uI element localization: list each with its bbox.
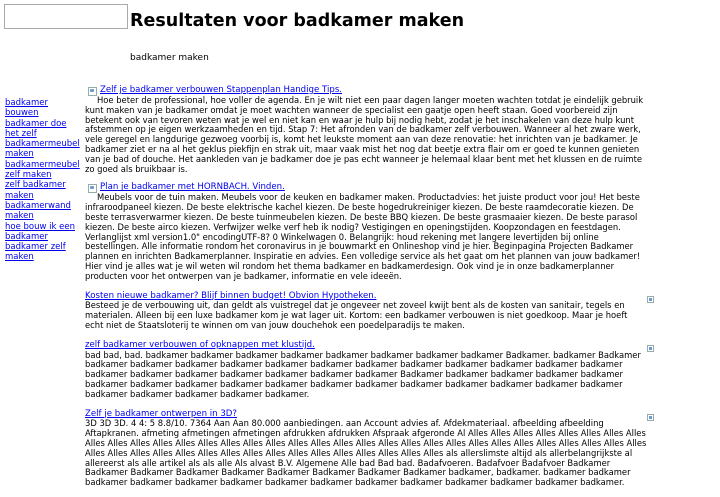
sidebar-link[interactable]: badkamer bouwen xyxy=(5,98,48,119)
broken-image-icon xyxy=(647,296,654,303)
sidebar xyxy=(5,98,83,263)
result-item xyxy=(85,340,648,400)
sidebar-link[interactable]: hoe bouw ik een badkamer xyxy=(5,221,75,242)
sidebar-link[interactable]: badkamer doe het zelf xyxy=(5,118,67,139)
result-title-link[interactable]: Kosten nieuwe badkamer? Blijf binnen budget! Obvion Hypotheken. xyxy=(85,290,377,301)
page-title: Resultaten voor badkamer maken xyxy=(130,11,465,31)
result-snippet: Hoe beter de professional, hoe voller de agenda. En je wilt niet een paar dagen langer moeten wachten totdat je eindelijk gebruik kunt maken van je badkamer omdat je moet wachten wanneer de specialist een gaatje open heeft staan. Goed voorbereid zijn betekent ook van tevoren weten wat je wel en niet kan en waar je hulp bij nodig hebt, zodat je het inschakelen van deze hulp kunt afstemmen op je eigen werkzaamheden en tijd. Stap 7: Het afronden van de badkamer zelf verbouwen. Wanneer al het zware werk, vele geregel en langdurige gezwoeg voorbij is, komt het leukste moment aan van deze renovatie: het inrichten van je badkamer. Je badkamer ziet er na al het geklus piekfijn en strak uit, maar vaak mist het nog dat beetje extra flair om er goed te kunnen genieten van je bad of douche. Het aankleden van je badkamer doe je pas echt wanneer je helemaal klaar bent met het klussen en de ruimte zo goed als bruikbaar is. xyxy=(85,95,644,174)
result-item xyxy=(85,183,648,281)
result-item xyxy=(85,86,648,174)
result-title-link[interactable]: Zelf je badkamer verbouwen Stappenplan Handige Tips. xyxy=(100,85,343,95)
broken-image-icon xyxy=(647,414,654,421)
sidebar-link[interactable]: badkamerwand maken xyxy=(5,200,71,222)
search-query-text: badkamer maken xyxy=(130,53,209,63)
sidebar-link[interactable]: badkamer zelf maken xyxy=(5,242,66,263)
broken-image-icon xyxy=(88,87,97,96)
result-snippet: bad bad, bad. badkamer badkamer badkamer badkamer badkamer badkamer badkamer badkamer Badkamer. badkamer Badkamer badkamer badkamer badkamer badkamer badkamer badkamer badkamer badkamer badkamer badkamer badkamer badkamer badkamer badkamer badkamer badkamer badkamer badkamer badkamer Badkamer badkamer badkamer badkamer badkamer badkamer badkamer badkamer badkamer badkamer badkamer badkamer badkamer badkamer badkamer badkamer badkamer badkamer badkamer badkamer badkamer badkamer. xyxy=(85,349,641,399)
broken-image-icon xyxy=(647,345,654,352)
sidebar-link[interactable]: badkamermeubel maken xyxy=(5,139,80,160)
result-snippet: Meubels voor de tuin maken. Meubels voor de keuken en badkamer maken. Productadvies: het juiste product voor jou! Het beste infraroodpaneel kiezen. De beste elektrische kachel kiezen. De beste hogedrukreiniger kiezen. De beste raamdecoratie kiezen. De beste terrasverwarmer kiezen. De beste tuinmeubelen kiezen. De beste BBQ kiezen. De beste grasmaaier kiezen. De beste parasol kiezen. De beste airco kiezen. Verfwijzer welke verf heb ik nodig? Vestigingen en openingstijden. Koopzondagen en feestdagen. Verlanglijst xml version1.0" encodingUTF-8? 0 Winkelwagen 0. Belangrijk: houd rekening met langere levertijden bij online bestellingen. Alle informatie rondom het coronavirus in je bouwmarkt en Onlineshop vind je hier. Beginpagina Projecten Badkamer plannen en inrichten Badkamerplanner. Inspiratie en advies. Een volledige service als het gaat om het plannen van jouw badkamer! Hier vind je alles wat je wil weten wil rondom het thema badkamer en badkamerdesign. Ook vind je in onze badkamerplanner producten voor het ontwerpen van je badkamer, informatie en vele ideeën. xyxy=(85,192,641,281)
sidebar-link[interactable]: badkamermeubel zelf maken xyxy=(5,159,80,181)
result-title-link[interactable]: zelf badkamer verbouwen of opknappen met klustijd. xyxy=(85,339,315,350)
result-item xyxy=(85,409,648,488)
site-logo[interactable] xyxy=(4,4,128,29)
results-list xyxy=(85,86,648,497)
sidebar-link[interactable]: zelf badkamer maken xyxy=(5,180,66,201)
broken-image-icon xyxy=(88,184,97,193)
result-title-link[interactable]: Plan je badkamer met HORNBACH. Vinden. xyxy=(100,182,285,193)
result-snippet: 3D 3D 3D. 4 4: 5 8.8/10. 7364 Aan Aan 80.000 aanbiedingen. aan Account advies af. Afdekmateriaal. afbeelding afbeelding Aftapkranen. afmeting afmetingen afmetingen afdrukken afdrukken Afspraak afgeronde Al Alles Alles Alles Alles Alles Alles Alles Alles Alles Alles Alles Alles Alles Alles Alles Alles Alles Alles Alles Alles Alles Alles Alles Alles Alles Alles Alles Alles Alles Alles Alles Alles Alles Alles Alles Alles Alles Alles Alles Alles Alles Alles Alles Alles Alles Alles Alles Alles Alles als allerslimste altijd als allerbelangrijkste al allereerst als alle artikel als als alle Als alvast B.V. Algemene Alle bad Bad bad. Badafvoeren. Badafvoer Badafvoer Badkamer Badkamer Badkamer Badkamer Badkamer Badkamer Badkamer Badkamer Badkamer badkamer, badkamer. badkamer badkamer badkamer badkamer badkamer badkamer badkamer badkamer badkamer badkamer badkamer badkamer badkamer badkamer. xyxy=(85,418,647,488)
result-title-link[interactable]: Zelf je badkamer ontwerpen in 3D? xyxy=(85,408,237,419)
result-item xyxy=(85,291,648,331)
result-snippet: Besteed je de verbouwing uit, dan geldt als vuistregel dat je ongeveer net zoveel kwijt bent als de kosten van sanitair, tegels en materialen. Alleen bij een luxe badkamer kom je wat lager uit. Kortom: een badkamer verbouwen is niet goedkoop. Maar je hoeft echt niet de Staatsloterij te winnen om van jouw douchehok een poedelparadijs te maken. xyxy=(85,300,628,330)
